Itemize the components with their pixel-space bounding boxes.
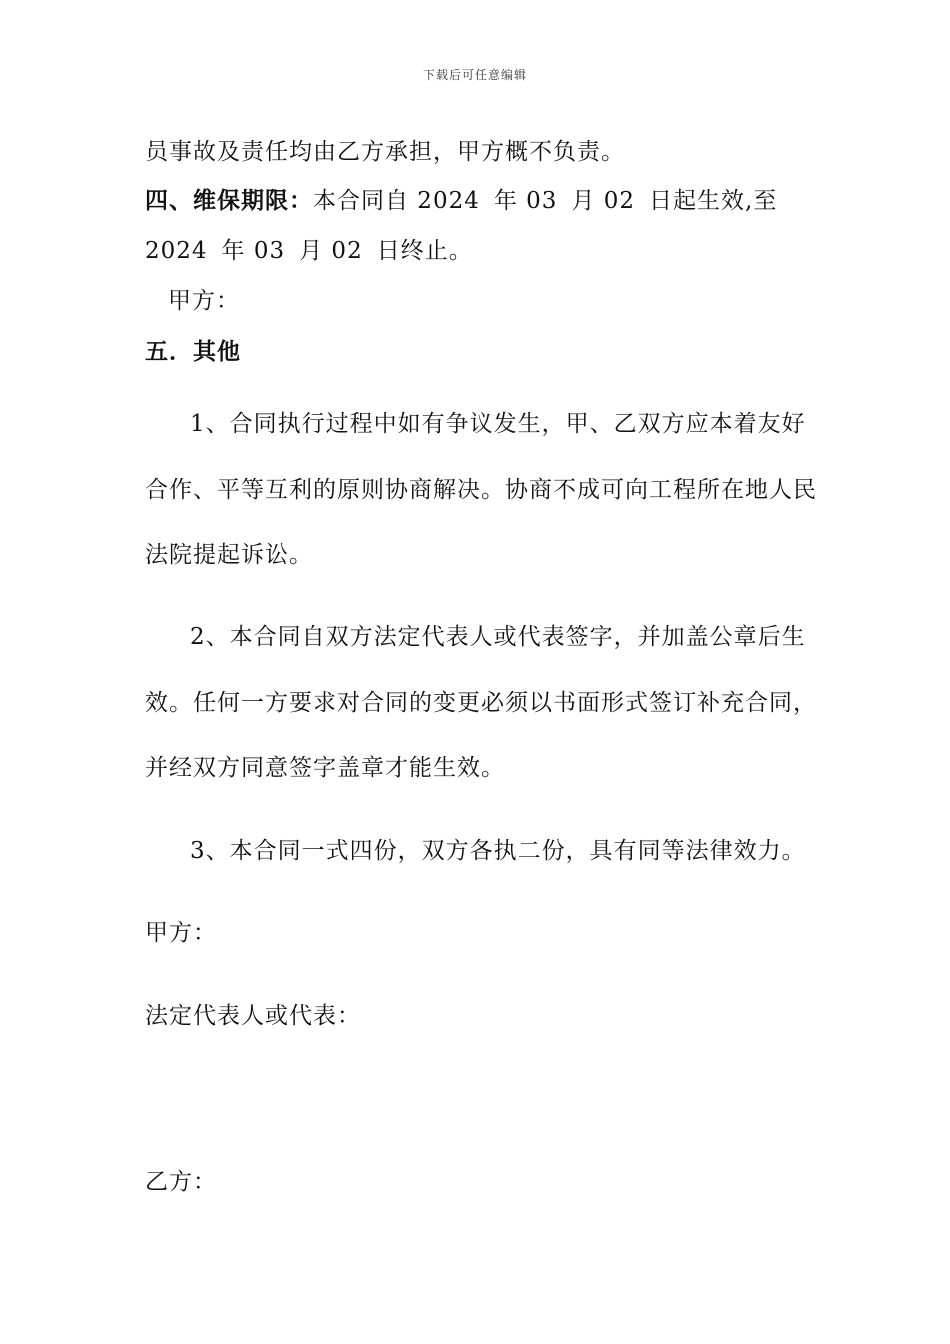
paragraph-line: 员事故及责任均由乙方承担，甲方概不负责。	[145, 139, 625, 165]
item-2-line-2: 效。任何一方要求对合同的变更必须以书面形式签订补充合同，	[145, 690, 817, 716]
section-4-line-2	[145, 236, 473, 266]
item-1-line-3: 法院提起诉讼。	[145, 542, 313, 568]
section-4-day: 月 02	[299, 238, 363, 264]
section-4-end: 日终止。	[376, 238, 473, 264]
page-header: 下载后可任意编辑	[422, 68, 527, 82]
signature-party-a: 甲方：	[145, 920, 217, 946]
section-4-text-a: 本合同自 2024	[313, 188, 480, 214]
item-2-line-1: 2、本合同自双方法定代表人或代表签字，并加盖公章后生	[190, 624, 806, 650]
section-4-text-d: 日起生效,至	[649, 188, 778, 214]
section-4-text-b: 年 03	[493, 188, 558, 214]
signature-legal-rep: 法定代表人或代表：	[145, 1003, 361, 1029]
item-3-line-1: 3、本合同一式四份，双方各执二份，具有同等法律效力。	[190, 838, 806, 864]
section-4-month: 年 03	[221, 238, 286, 264]
section-4-year: 2024	[145, 238, 208, 264]
item-1-line-2: 合作、平等互利的原则协商解决。协商不成可向工程所在地人民	[145, 477, 817, 503]
section-5-heading: 五．其他	[145, 338, 241, 365]
item-1-line-1: 1、合同执行过程中如有争议发生，甲、乙双方应本着友好	[190, 411, 806, 437]
section-4-text-c: 月 02	[571, 188, 636, 214]
section-4-heading: 四、维保期限：	[145, 187, 313, 214]
party-a-short-label: 甲方：	[168, 288, 240, 314]
signature-party-b: 乙方：	[145, 1169, 217, 1195]
section-4-line-1	[145, 186, 777, 216]
item-2-line-3: 并经双方同意签字盖章才能生效。	[145, 755, 505, 781]
